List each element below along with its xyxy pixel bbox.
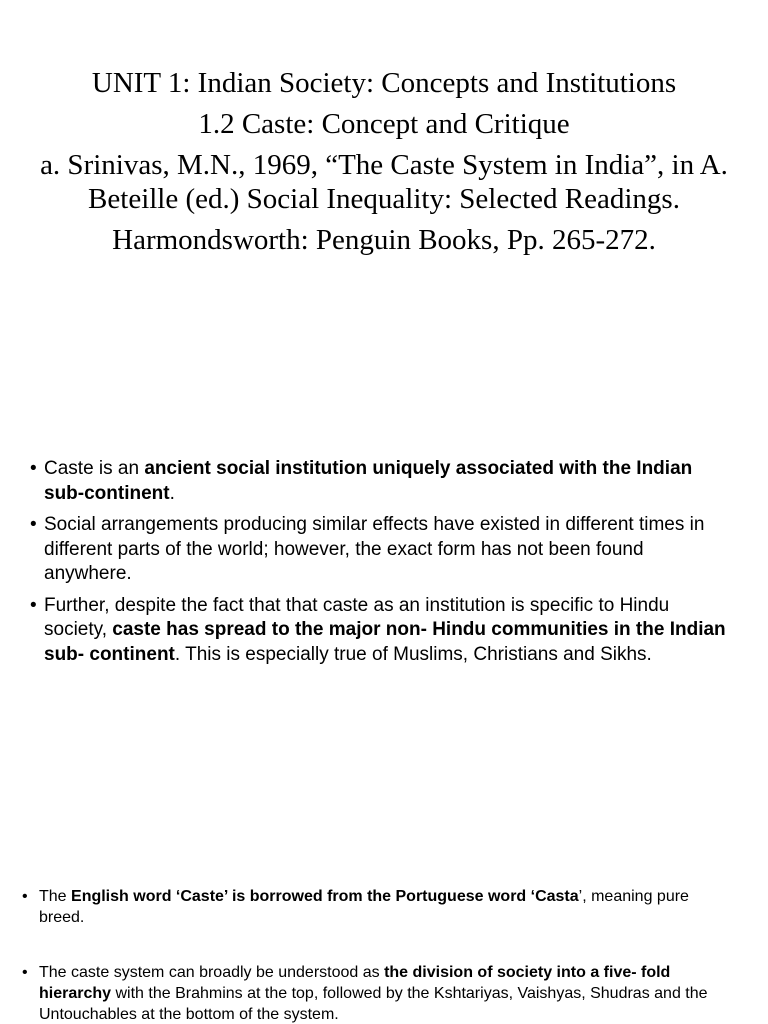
list-item: [30, 594, 730, 668]
bullet-text-post: .: [169, 482, 175, 504]
bullet-icon: •: [22, 964, 28, 981]
bullet-text-pre: Caste is an: [44, 458, 145, 479]
unit-title: UNIT 1: Indian Society: Concepts and Institutions: [91, 67, 677, 99]
slide1-bullet-list: [30, 457, 730, 674]
bullet-text-post: with the Brahmins at the top, followed by the Kshtariyas, Vaishyas, Shudras and the Untouchables at the bottom of the system.: [39, 985, 708, 1023]
bullet-text-bold: the division of society into a five- fold hierarchy: [39, 964, 671, 1002]
bullet-text-bold: caste has spread to the major non- Hindu communities in the Indian sub- continent: [44, 619, 726, 665]
reference-line: a. Srinivas, M.N., 1969, “The Caste System in India”, in A. Beteille (ed.) Social Inequality: Selected Readings.: [40, 149, 728, 215]
bullet-text-pre: The: [39, 888, 72, 905]
section-title: 1.2 Caste: Concept and Critique: [198, 108, 570, 140]
bullet-icon: •: [30, 458, 37, 479]
publisher-line: Harmondsworth: Penguin Books, Pp. 265-272.: [112, 224, 656, 256]
bullet-text-bold: English word ‘Caste’ is borrowed from the Portuguese word ‘Casta: [71, 888, 579, 905]
title-block: [20, 66, 748, 265]
bullet-text-post: . This is especially true of Muslims, Christians and Sikhs.: [174, 643, 652, 665]
list-item: [30, 513, 730, 587]
bullet-text: Social arrangements producing similar effects have existed in different times in different parts of the world; however, the exact form has not been found anywhere.: [44, 514, 705, 584]
bullet-text-pre: Further, despite the fact that that caste as an institution is specific to Hindu society,: [44, 594, 670, 640]
bullet-icon: •: [22, 888, 28, 905]
bullet-text-bold: ancient social institution uniquely associated with the Indian sub-continent: [44, 458, 693, 504]
list-item: [22, 962, 737, 1024]
list-item: [30, 457, 730, 506]
slide2-bullet-list: [22, 886, 737, 1024]
bullet-icon: •: [30, 594, 37, 616]
list-item: [22, 886, 737, 928]
bullet-text-post: ’, meaning pure breed.: [39, 888, 689, 926]
bullet-text-pre: The caste system can broadly be understood as: [39, 964, 385, 981]
bullet-icon: •: [30, 514, 37, 535]
